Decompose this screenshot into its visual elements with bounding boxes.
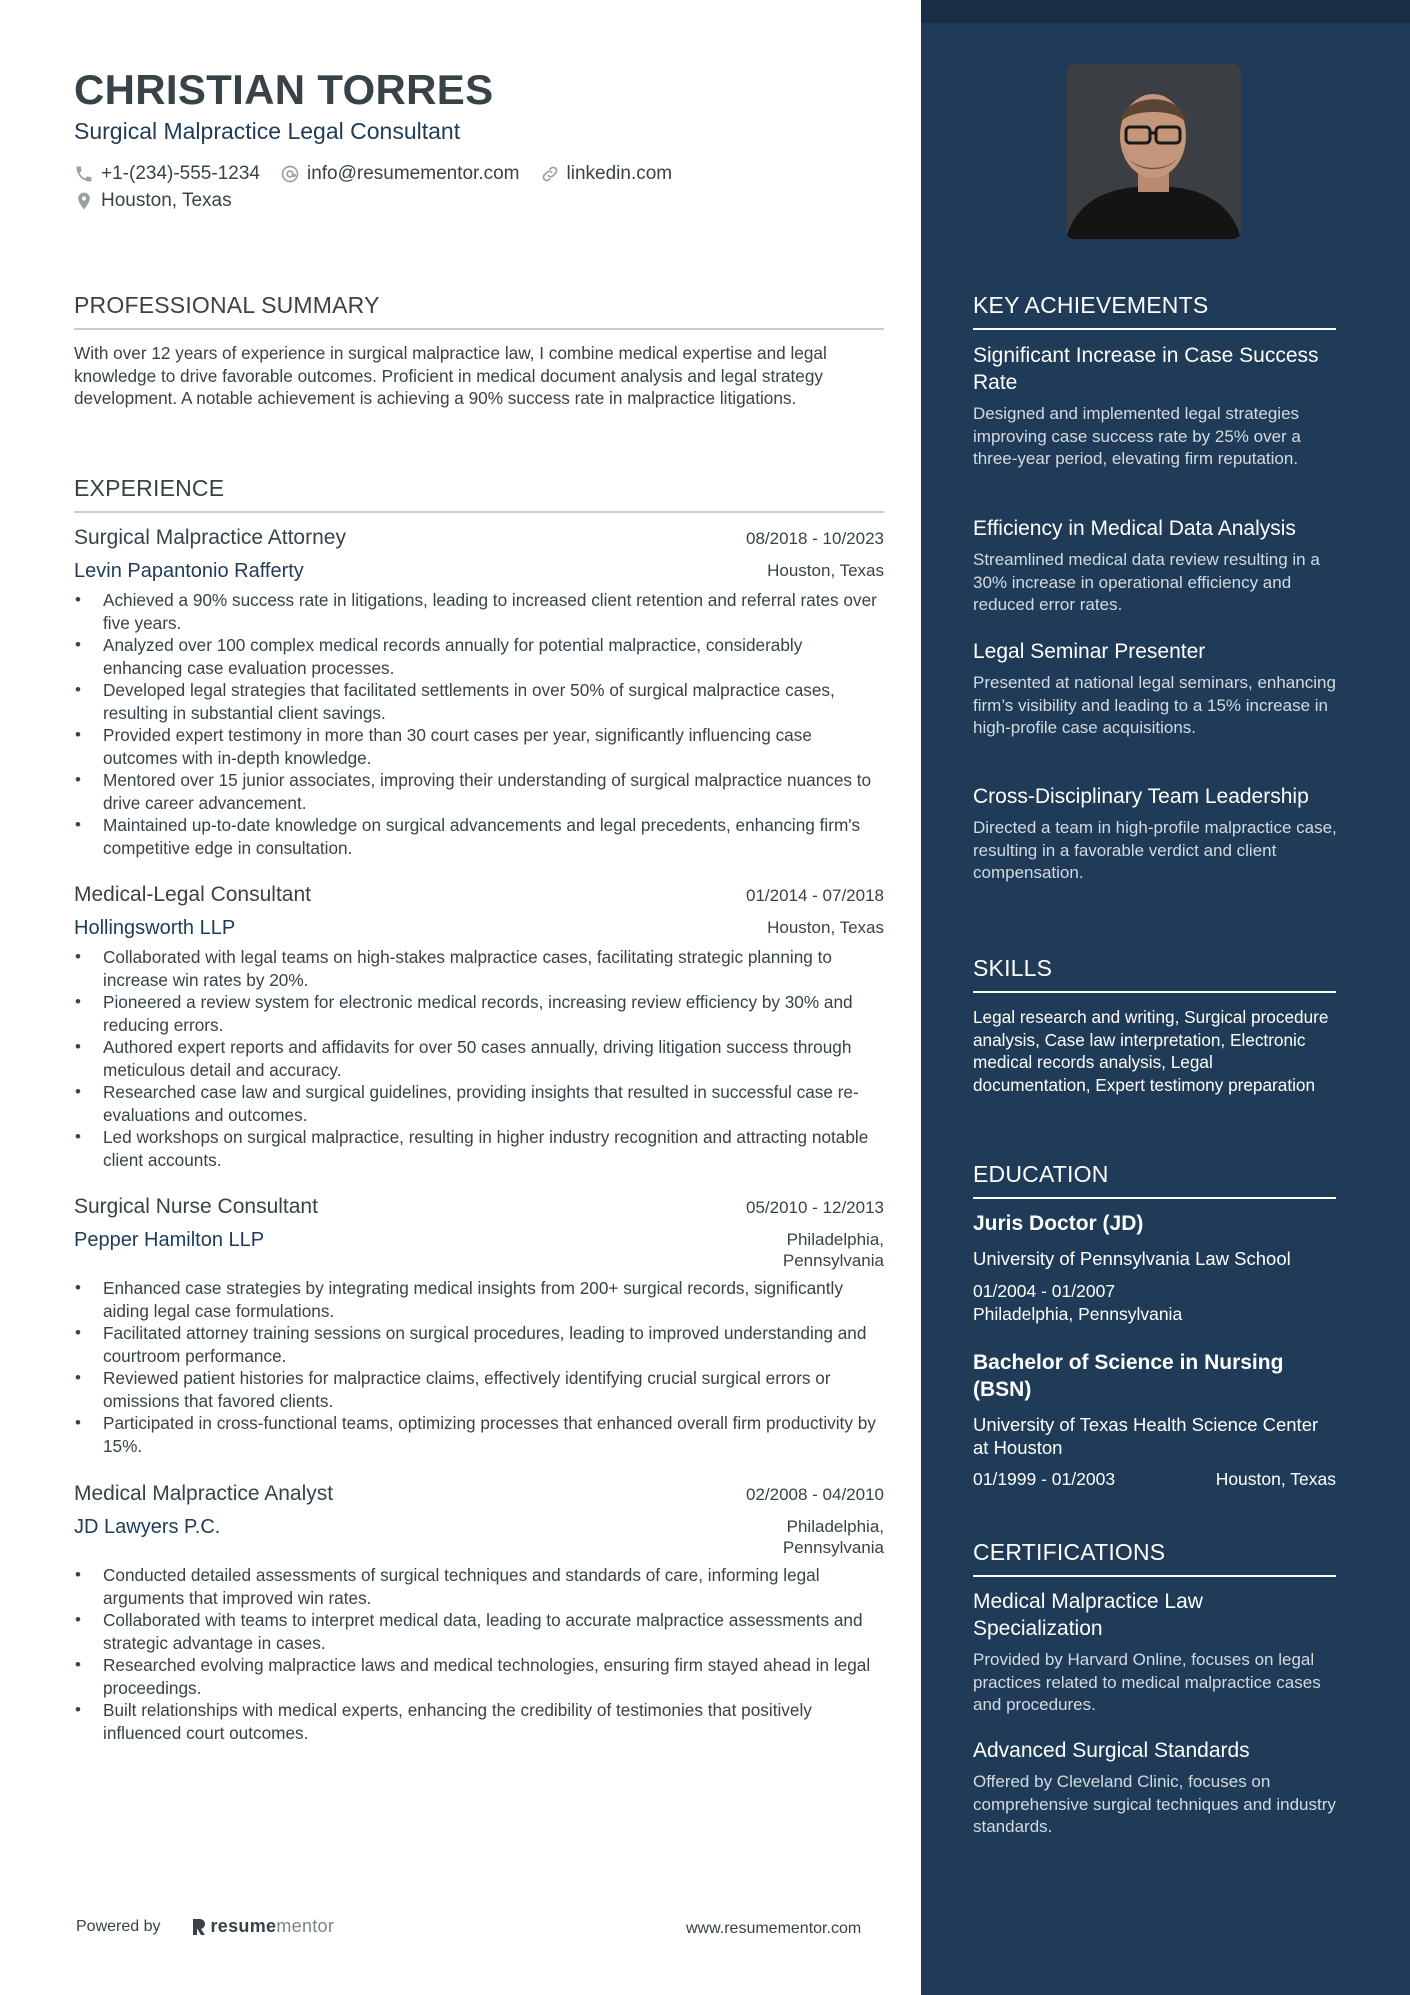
education-item (973, 1349, 1336, 1490)
brand-bold: resume (210, 1916, 277, 1936)
bullet-item: • Collaborated with legal teams on high-stakes malpractice cases, facilitating strategic planning to increase win rates by 20%. (74, 946, 884, 991)
achievement-title: Efficiency in Medical Data Analysis (973, 517, 1296, 540)
job-company: Levin Papantonio Rafferty (74, 560, 304, 582)
bullet-item: • Conducted detailed assessments of surgical techniques and standards of care, informing legal arguments that improved win rates. (74, 1564, 884, 1609)
job-entry (74, 883, 884, 1171)
job-dates: 02/2008 - 04/2010 (745, 1485, 884, 1504)
achievement-title: Legal Seminar Presenter (973, 640, 1206, 663)
phone-contact[interactable] (74, 163, 260, 185)
job-entry (74, 1482, 884, 1744)
achievement-title: Significant Increase in Case Success Rate (973, 344, 1319, 394)
location-contact (74, 190, 232, 212)
powered-by-label: Powered by (76, 1917, 161, 1935)
achievement-item (973, 342, 1338, 471)
bullet-item: • Researched case law and surgical guidelines, providing insights that resulted in successful case re-evaluations and outcomes. (74, 1081, 884, 1126)
skills-heading: SKILLS (973, 955, 1336, 993)
edu-dates: 01/1999 - 01/2003 (973, 1469, 1116, 1489)
summary-heading: PROFESSIONAL SUMMARY (74, 292, 884, 330)
bullet-item: • Developed legal strategies that facilitated settlements in over 50% of surgical malpractice cases, resulting in substantial client savings. (74, 679, 884, 724)
job-company: Pepper Hamilton LLP (74, 1229, 265, 1251)
job-dates: 08/2018 - 10/2023 (745, 529, 884, 548)
job-title: Medical Malpractice Analyst (74, 1482, 334, 1505)
linkedin-text: linkedin.com (566, 162, 673, 184)
location-text: Houston, Texas (101, 189, 232, 211)
job-entry (74, 526, 884, 859)
achievement-item (973, 783, 1338, 885)
job-location: Houston, Texas (767, 918, 884, 937)
achievement-desc: Presented at national legal seminars, enhancing firm’s visibility and leading to a 15% increase in high-profile case acquisitions. (973, 673, 1336, 737)
profile-photo (1066, 64, 1241, 239)
bullet-item: • Mentored over 15 junior associates, improving their understanding of surgical malpractice nuances to drive career advancement. (74, 769, 884, 814)
certification-desc: Offered by Cleveland Clinic, focuses on comprehensive surgical techniques and industry standards. (973, 1772, 1336, 1836)
skills-text: Legal research and writing, Surgical procedure analysis, Case law interpretation, Electronic medical records analysis, Legal documentation, Expert testimony preparation (973, 1007, 1329, 1095)
sidebar-top-bar (921, 0, 1410, 23)
edu-degree: Bachelor of Science in Nursing (BSN) (973, 1351, 1284, 1401)
brand-light: mentor (276, 1916, 335, 1936)
edu-location: Houston, Texas (1215, 1469, 1336, 1489)
summary-text: With over 12 years of experience in surgical malpractice law, I combine medical expertise and legal knowledge to drive favorable outcomes. Proficient in medical document analysis and legal strategy development. A notable achievement is achieving a 90% success rate in malpractice litigations. (74, 343, 827, 408)
job-location-line: Pennsylvania (782, 1251, 884, 1270)
job-location-line: Philadelphia, (786, 1517, 884, 1536)
job-location-line: Philadelphia, (786, 1230, 884, 1249)
job-bullets (74, 589, 884, 859)
job-location (783, 1516, 884, 1558)
certifications-heading: CERTIFICATIONS (973, 1539, 1336, 1577)
bullet-item: • Facilitated attorney training sessions on surgical procedures, leading to improved understanding and courtroom performance. (74, 1322, 884, 1367)
email-text: info@resumementor.com (306, 162, 520, 184)
job-bullets (74, 1277, 884, 1457)
certification-item (973, 1737, 1338, 1839)
edu-location: Philadelphia, Pennsylvania (973, 1303, 1183, 1324)
achievement-desc: Designed and implemented legal strategies improving case success rate by 25% over a three-year period, elevating firm reputation. (973, 404, 1301, 468)
portrait-image (1066, 64, 1241, 239)
job-company: Hollingsworth LLP (74, 917, 236, 939)
bullet-item: • Participated in cross-functional teams, optimizing processes that enhanced overall firm productivity by 15%. (74, 1412, 884, 1457)
edu-school: University of Texas Health Science Center at Houston (973, 1414, 1319, 1458)
edu-degree: Juris Doctor (JD) (973, 1212, 1144, 1235)
bullet-item: • Pioneered a review system for electronic medical records, increasing review efficiency by 30% and reducing errors. (74, 991, 884, 1036)
candidate-name: CHRISTIAN TORRES (74, 66, 494, 113)
achievement-desc: Directed a team in high-profile malpractice case, resulting in a favorable verdict and client compensation. (973, 818, 1337, 882)
bullet-item: • Led workshops on surgical malpractice, resulting in higher industry recognition and attracting notable client accounts. (74, 1126, 884, 1171)
job-bullets (74, 946, 884, 1171)
certification-item (973, 1588, 1338, 1717)
job-location-line: Pennsylvania (782, 1538, 884, 1557)
bullet-item: • Enhanced case strategies by integrating medical insights from 200+ surgical records, significantly aiding legal case formulations. (74, 1277, 884, 1322)
bullet-item: • Analyzed over 100 complex medical records annually for potential malpractice, considerably enhancing case evaluation processes. (74, 634, 884, 679)
job-dates: 05/2010 - 12/2013 (745, 1198, 884, 1217)
achievement-item (973, 638, 1338, 740)
bullet-item: • Achieved a 90% success rate in litigations, leading to increased client retention and referral rates over five years. (74, 589, 884, 634)
job-location: Houston, Texas (767, 561, 884, 580)
contact-info (74, 160, 894, 214)
link-icon (540, 164, 560, 184)
job-entry (74, 1195, 884, 1457)
bullet-item: • Built relationships with medical experts, enhancing the credibility of testimonies that positively influenced court outcomes. (74, 1699, 884, 1744)
bullet-item: • Authored expert reports and affidavits for over 50 cases annually, driving litigation success through meticulous detail and accuracy. (74, 1036, 884, 1081)
bullet-item: • Maintained up-to-date knowledge on surgical advancements and legal precedents, enhancing firm's competitive edge in consultation. (74, 814, 884, 859)
certification-title: Medical Malpractice Law Specialization (973, 1590, 1203, 1640)
experience-heading: EXPERIENCE (74, 475, 884, 513)
edu-meta (973, 1469, 1336, 1490)
phone-icon (74, 164, 94, 184)
bullet-item: • Collaborated with teams to interpret medical data, leading to accurate malpractice assessments and strategic advantage in cases. (74, 1609, 884, 1654)
job-location (783, 1229, 884, 1271)
candidate-title: Surgical Malpractice Legal Consultant (74, 118, 461, 144)
edu-meta (973, 1280, 1336, 1325)
education-heading: EDUCATION (973, 1161, 1336, 1199)
logo-mark-icon (191, 1917, 207, 1937)
education-item (973, 1210, 1336, 1325)
phone-text: +1-(234)-555-1234 (101, 162, 260, 184)
bullet-item: • Researched evolving malpractice laws and medical technologies, ensuring firm stayed ahead in legal proceedings. (74, 1654, 884, 1699)
certification-desc: Provided by Harvard Online, focuses on legal practices related to medical malpractice cases and procedures. (973, 1650, 1321, 1714)
achievement-desc: Streamlined medical data review resulting in a 30% increase in operational efficiency and reduced error rates. (973, 550, 1320, 614)
resumementor-logo[interactable] (191, 1916, 335, 1937)
bullet-item: • Provided expert testimony in more than 30 court cases per year, significantly influencing case outcomes with in-depth knowledge. (74, 724, 884, 769)
edu-dates: 01/2004 - 01/2007 (973, 1281, 1116, 1301)
job-title: Surgical Malpractice Attorney (74, 526, 346, 549)
achievement-item (973, 515, 1338, 617)
job-title: Medical-Legal Consultant (74, 883, 311, 906)
location-pin-icon (74, 191, 94, 211)
at-icon (280, 164, 300, 184)
website-link[interactable]: www.resumementor.com (686, 1920, 862, 1937)
email-contact[interactable] (280, 163, 520, 185)
bullet-item: • Reviewed patient histories for malpractice claims, effectively identifying crucial surgical errors or omissions that favored clients. (74, 1367, 884, 1412)
edu-school: University of Pennsylvania Law School (973, 1248, 1291, 1269)
job-dates: 01/2014 - 07/2018 (745, 886, 884, 905)
powered-by (76, 1916, 334, 1937)
job-company: JD Lawyers P.C. (74, 1516, 221, 1538)
job-title: Surgical Nurse Consultant (74, 1195, 318, 1218)
certification-title: Advanced Surgical Standards (973, 1739, 1250, 1762)
achievement-title: Cross-Disciplinary Team Leadership (973, 785, 1309, 808)
linkedin-contact[interactable] (540, 163, 673, 185)
achievements-heading: KEY ACHIEVEMENTS (973, 292, 1336, 330)
job-bullets (74, 1564, 884, 1744)
